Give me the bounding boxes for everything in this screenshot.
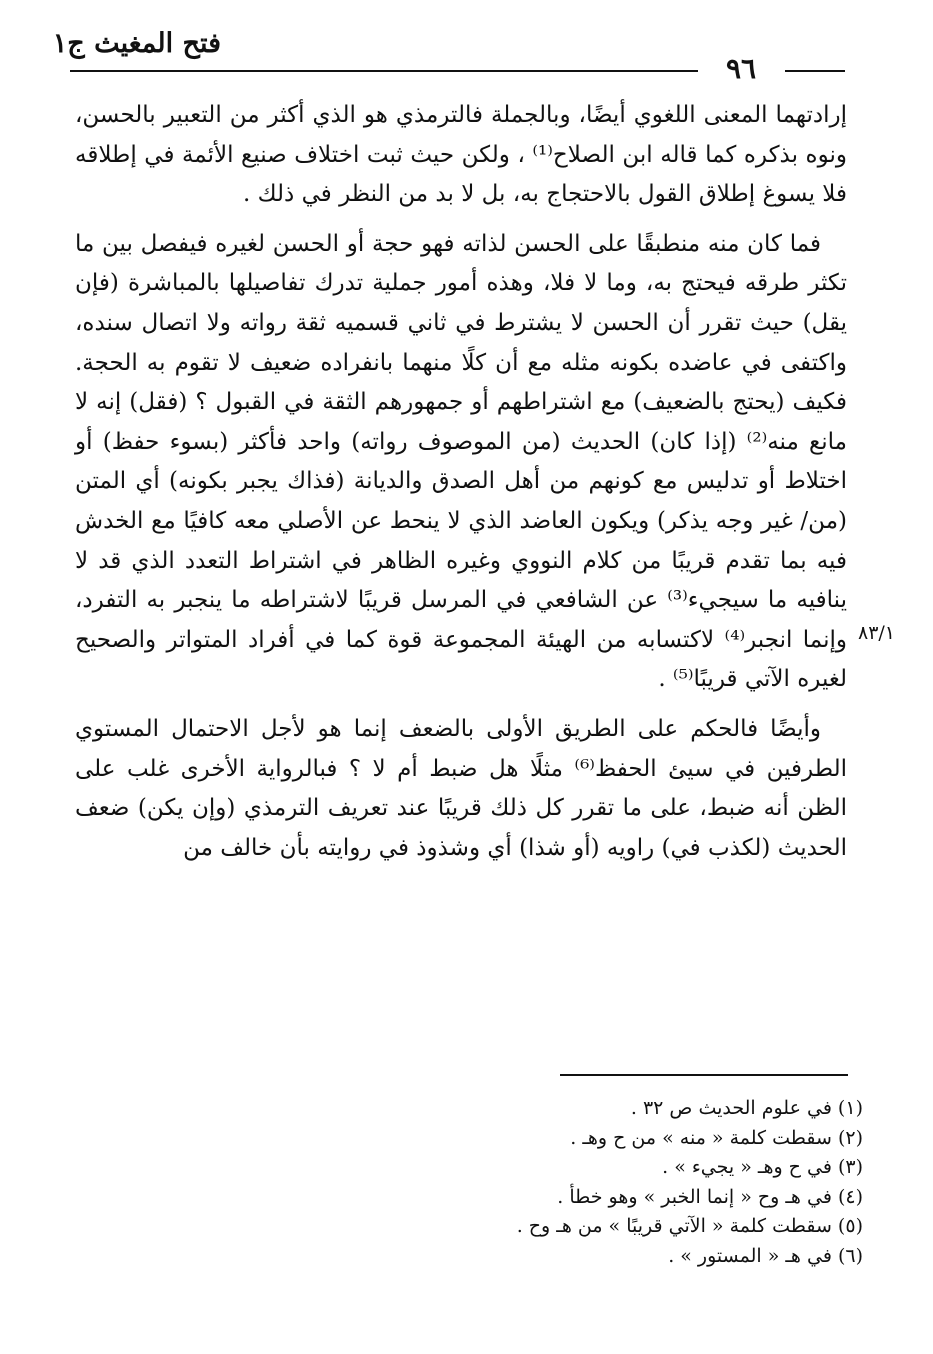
manuscript-folio-reference: ٨٣/١: [858, 622, 896, 644]
footnote: (٦) في هـ « المستور » .: [668, 1244, 863, 1267]
main-text: [75, 96, 847, 878]
header-rule-short: [785, 70, 845, 72]
paragraph: إرادتهما المعنى اللغوي أيضًا، وبالجملة فالترمذي هو الذي أكثر من التعبير بالحسن، ونوه بذكره كما قاله ابن الصلاح⁽¹⁾ ، ولكن حيث ثبت اختلاف صنيع الأئمة في إطلاقه فلا يسوغ إطلاق القول بالاحتجاج به، بل لا بد من النظر في ذلك .: [75, 102, 847, 208]
footnote: (٥) سقطت كلمة « الآتي قريبًا » من هـ وح .: [516, 1215, 863, 1237]
running-title: فتح المغيث ج١: [52, 28, 221, 59]
footnote: (٣) في ح وهـ « يجيء » .: [662, 1156, 863, 1178]
footnotes: [163, 1094, 863, 1271]
footnote: (٤) في هـ وح « إنما الخبر » وهو خطأ .: [557, 1185, 863, 1208]
page-number: ٩٦: [726, 52, 757, 85]
footnote: (٢) سقطت كلمة « منه » من ح وهـ .: [570, 1126, 863, 1149]
paragraph: وأيضًا فالحكم على الطريق الأولى بالضعف إنما هو لأجل الاحتمال المستوي الطرفين في سيئ الحفظ⁽⁶⁾ مثلًا هل ضبط أم لا ؟ فبالرواية الأخرى غلب على الظن أنه ضبط، على ما تقرر كل ذلك قريبًا عند تعريف الترمذي (وإن يكن) ضعف الحديث (لكذب في) راويه (أو شذا) أي وشذوذ في روايته بأن خالف من: [75, 715, 847, 861]
footnote: (١) في علوم الحديث ص ٣٢ .: [630, 1097, 863, 1119]
header-rule: [70, 70, 698, 72]
footnote-separator: [560, 1074, 848, 1076]
paragraph: فما كان منه منطبقًا على الحسن لذاته فهو حجة أو الحسن لغيره فيفصل بين ما تكثر طرقه فيحتج به، وما لا فلا، وهذه أمور جملية تدرك تفاصيلها بالمباشرة (فإن يقل) حيث تقرر أن الحسن لا يشترط في ثاني قسميه ثقة رواته ولا اتصال سنده، واكتفى في عاضده بكونه مثله مع أن كلًا منهما بانفراده ضعيف لا تقوم به الحجة. فكيف (يحتج بالضعيف) مع اشتراطهم أو جمهورهم الثقة في القبول ؟ (فقل) إنه لا مانع منه⁽²⁾ (إذا كان) الحديث (من الموصوف رواته) واحد فأكثر (بسوء حفظ) أو اختلاط أو تدليس مع كونهم من أهل الصدق والديانة (فذاك يجبر بكونه) أي المتن (من/ غير وجه يذكر) ويكون العاضد الذي لا ينحط عن الأصلي معه كافيًا مع الخدش فيه بما تقدم قريبًا من كلام النووي وغيره الظاهر في اشتراط التعدد الذي قد لا ينافيه ما سيجيء⁽³⁾ عن الشافعي في المرسل قريبًا لاشتراطه ما ينجبر به التفرد، وإنما انجبر⁽⁴⁾ لاكتسابه من الهيئة المجموعة قوة كما في أفراد المتواتر والصحيح لغيره الآتي قريبًا⁽⁵⁾ .: [75, 230, 847, 693]
